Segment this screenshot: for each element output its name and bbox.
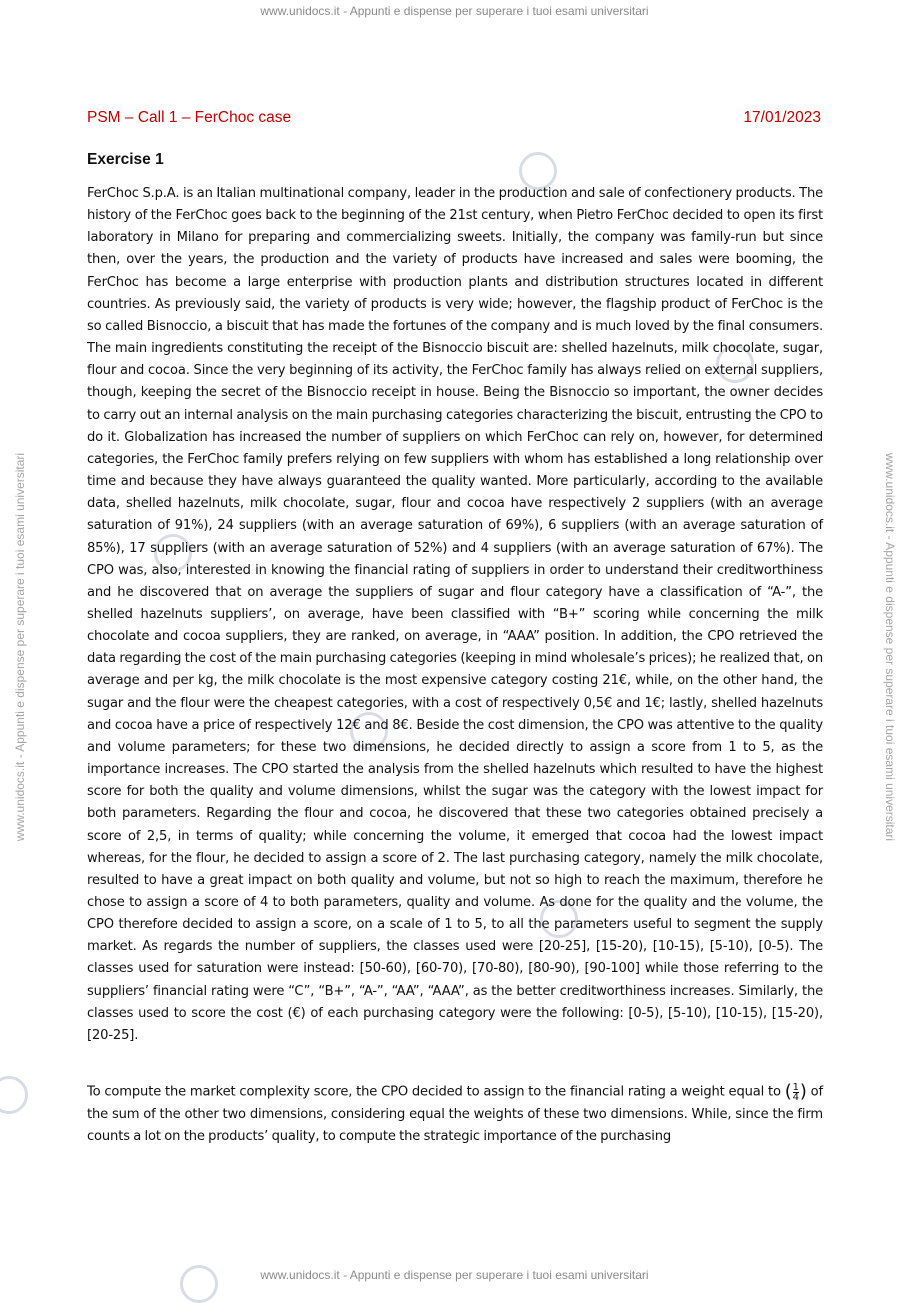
- paragraph-1-text: FerChoc S.p.A. is an Italian multinational company, leader in the production and sale of confectionery products. The history of the FerChoc goes back to the beginning of the 21st century, when Pietro FerChoc decided to open its first laboratory in Milano for preparing and commercializing sweets. Initially, the company was family-run but since then, over the years, the production and the variety of products have increased and sales were booming, the FerChoc has become a large enterprise with production plants and distribution structures located in different countries. As previously said, the variety of products is very wide; however, the flagship product of FerChoc is the so called Bisnoccio, a biscuit that has made the fortunes of the company and is much loved by the final consumers. The main ingredients constituting the receipt of the Bisnoccio biscuit are: shelled hazelnuts, milk chocolate, sugar, flour and cocoa. Since the very beginning of its activity, the FerChoc family has always relied on external suppliers, though, keeping the secret of the Bisnoccio receipt in house. Being the Bisnoccio so important, the owner decides to carry out an internal analysis on the main purchasing categories characterizing the biscuit, entrusting the CPO to do it. Globalization has increased the number of suppliers on which FerChoc can rely on, however, for determined categories, the FerChoc family prefers relying on few suppliers with whom has established a long relationship over time and because they have always guaranteed the quality wanted. More particularly, according to the available data, shelled hazelnuts, milk chocolate, sugar, flour and cocoa have respectively 2 suppliers (with an average saturation of 91%), 24 suppliers (with an average saturation of 69%), 6 suppliers (with an average saturation of 85%), 17 suppliers (with an average saturation of 52%) and 4 suppliers (with an average saturation of 67%). The CPO was, also, interested in knowing the financial rating of suppliers in order to understand their creditworthiness and he discovered that on average the suppliers of sugar and flour category have a classification of “A-”, the shelled hazelnuts suppliers’, on average, have been classified with “B+” scoring while concerning the milk chocolate and cocoa suppliers, they are ranked, on average, in “AAA” position. In addition, the CPO retrieved the data regarding the cost of the main purchasing categories (keeping in mind wholesale’s prices); he realized that, on average and per kg, the milk chocolate is the most expensive category costing 21€, while, on the other hand, the sugar and the flour were the cheapest categories, with a cost of respectively 0,5€ and 1€; lastly, shelled hazelnuts and cocoa have a price of respectively 12€ and 8€. Beside the cost dimension, the CPO was attentive to the quality and volume parameters; for these two dimensions, he decided directly to assign a score from 1 to 5, as the importance increases. The CPO started the analysis from the shelled hazelnuts which resulted to have the highest score for both the quality and volume dimensions, whilst the sugar was the category with the lowest impact for both parameters. Regarding the flour and cocoa, he discovered that these two categories obtained precisely a score of 2,5, in terms of quality; while concerning the volume, it emerged that cocoa had the lowest impact whereas, for the flour, he decided to assign a score of 2. The last purchasing category, namely the milk chocolate, resulted to have a great impact on both quality and volume, but not so high to reach the maximum, therefore he chose to assign a score of 4 to both parameters, quality and volume. As done for the quality and the volume, the CPO therefore decided to assign a score, on a scale of 1 to 5, to all the parameters useful to segment the supply market. As regards the number of suppliers, the classes used were [20-25], [15-20), [10-15), [5-10), [0-5). The classes used for saturation were instead: [50-60), [60-70), [70-80), [80-90), [90-100] while those referring to the suppliers’ financial rating were “C”, “B+”, “A-”, “AA”, “AAA”, as the better creditworthiness increases. Similarly, the classes used to score the cost (€) of each purchasing category were the following: [0-5), [5-10), [10-15), [15-20), [20-25].: [87, 186, 823, 1043]
- exercise-title: Exercise 1: [87, 151, 164, 168]
- fraction-numerator: 1: [792, 1081, 799, 1093]
- paragraph-2-text-after: of the sum of the other two dimensions, considering equal the weights of these two dimensions. While, since the firm counts a lot on the products’ quality, to compute the strategic importance of the purchasing: [87, 1084, 823, 1144]
- document-date: 17/01/2023: [743, 109, 821, 126]
- document-title: PSM – Call 1 – FerChoc case: [87, 109, 292, 126]
- weight-fraction: [792, 1083, 800, 1102]
- watermark-logo-icon: [0, 1076, 28, 1114]
- watermark-right: www.unidocs.it - Appunti e dispense per superare i tuoi esami universitari: [883, 452, 897, 842]
- fraction-denominator: 4: [792, 1091, 799, 1103]
- exercise-paragraph-1: [87, 183, 823, 1047]
- watermark-top: www.unidocs.it - Appunti e dispense per superare i tuoi esami universitari: [260, 4, 649, 18]
- paragraph-2-text-before: To compute the market complexity score, the CPO decided to assign to the financial rating a weight equal to: [87, 1084, 781, 1100]
- watermark-bottom: www.unidocs.it - Appunti e dispense per superare i tuoi esami universitari: [260, 1268, 649, 1282]
- exercise-paragraph-2: To compute the market complexity score, the CPO decided to assign to the financial rating a weight equal to ( $\frac{1}{4}$ ) of the sum of the other two dimensions, considering equal the weights of these two dimensions. While, since the firm counts a lot on the products’ quality, to compute the strategic importance of the purchasing: [87, 1081, 823, 1144]
- watermark-left: www.unidocs.it - Appunti e dispense per superare i tuoi esami universitari: [13, 452, 27, 842]
